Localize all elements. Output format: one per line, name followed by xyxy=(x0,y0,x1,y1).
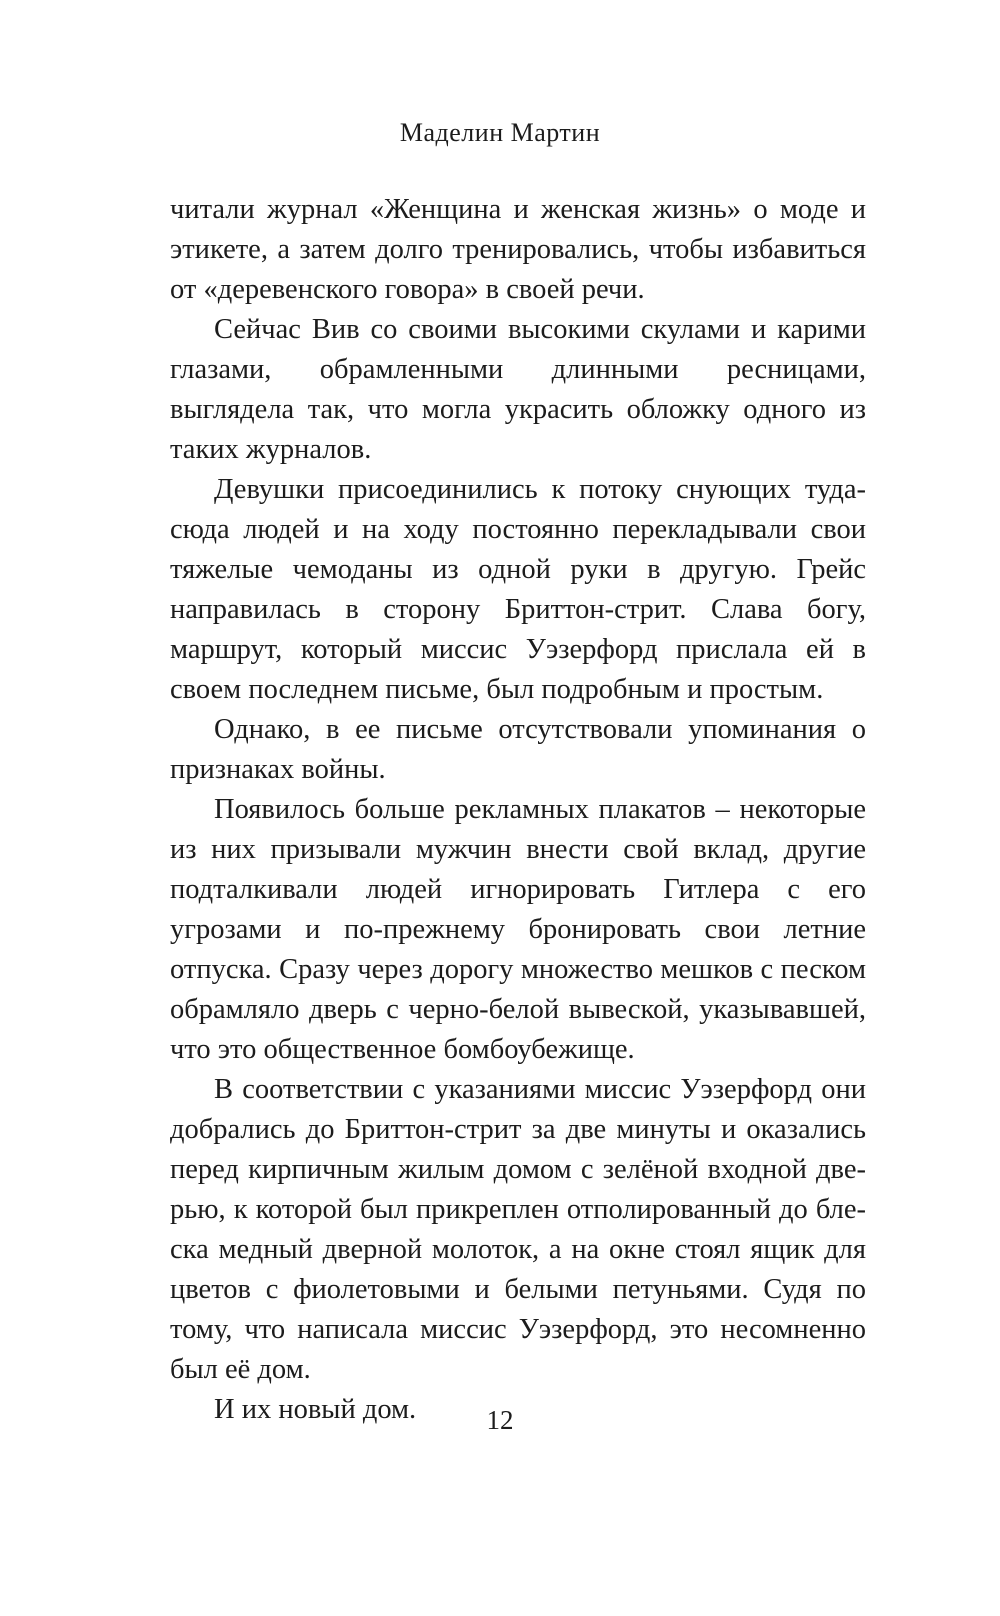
paragraph-1: читали журнал «Женщина и женская жизнь» о моде и этикете, а затем долго тренировались, чтобы избавиться от «деревенского говора» в своей речи. xyxy=(170,194,866,305)
paragraph-5: Появилось больше рекламных плакатов – некоторые из них призывали мужчин внести свой вклад, другие подталкивали людей игнорировать Гитлера с его угрозами и по-прежнему бронировать свои летние отпуска. Сразу через дорогу множество мешков с песком обрамляло дверь с черно-белой вывеской, указывавшей, что это общественное бомбоубежище. xyxy=(170,794,866,1065)
paragraph-4: Однако, в ее письме отсутствовали упоминания о признаках войны. xyxy=(170,714,866,785)
body-text xyxy=(170,190,866,1430)
paragraph-2: Сейчас Вив со своими высокими скулами и карими глазами, обрамленными длинными ресницами, выглядела так, что могла украсить обложку одного из таких журналов. xyxy=(170,314,866,465)
page-number: 12 xyxy=(486,1405,514,1435)
paragraph-3: Девушки присоединились к потоку снующих туда-сюда людей и на ходу постоянно перекладывали свои тяжелые чемоданы из одной руки в другую. Грейс направилась в сторону Бриттон-стрит. Слава богу, маршрут, который миссис Уэзерфорд прислала ей в своем последнем письме, был подробным и простым. xyxy=(170,474,866,705)
paragraph-7: И их новый дом. xyxy=(214,1394,417,1425)
paragraph-6: В соответствии с указаниями миссис Уэзерфорд они добрались до Бриттон-стрит за две минуты и оказались перед кирпичным жилым домом с зелёной входной дверью, к которой был прикреплен отполированный до блеска медный дверной молоток, а на окне стоял ящик для цветов с фиолетовыми и белыми петуньями. Судя по тому, что написала миссис Уэзерфорд, это несомненно был её дом. xyxy=(170,1074,866,1385)
running-header-author: Маделин Мартин xyxy=(399,118,601,147)
